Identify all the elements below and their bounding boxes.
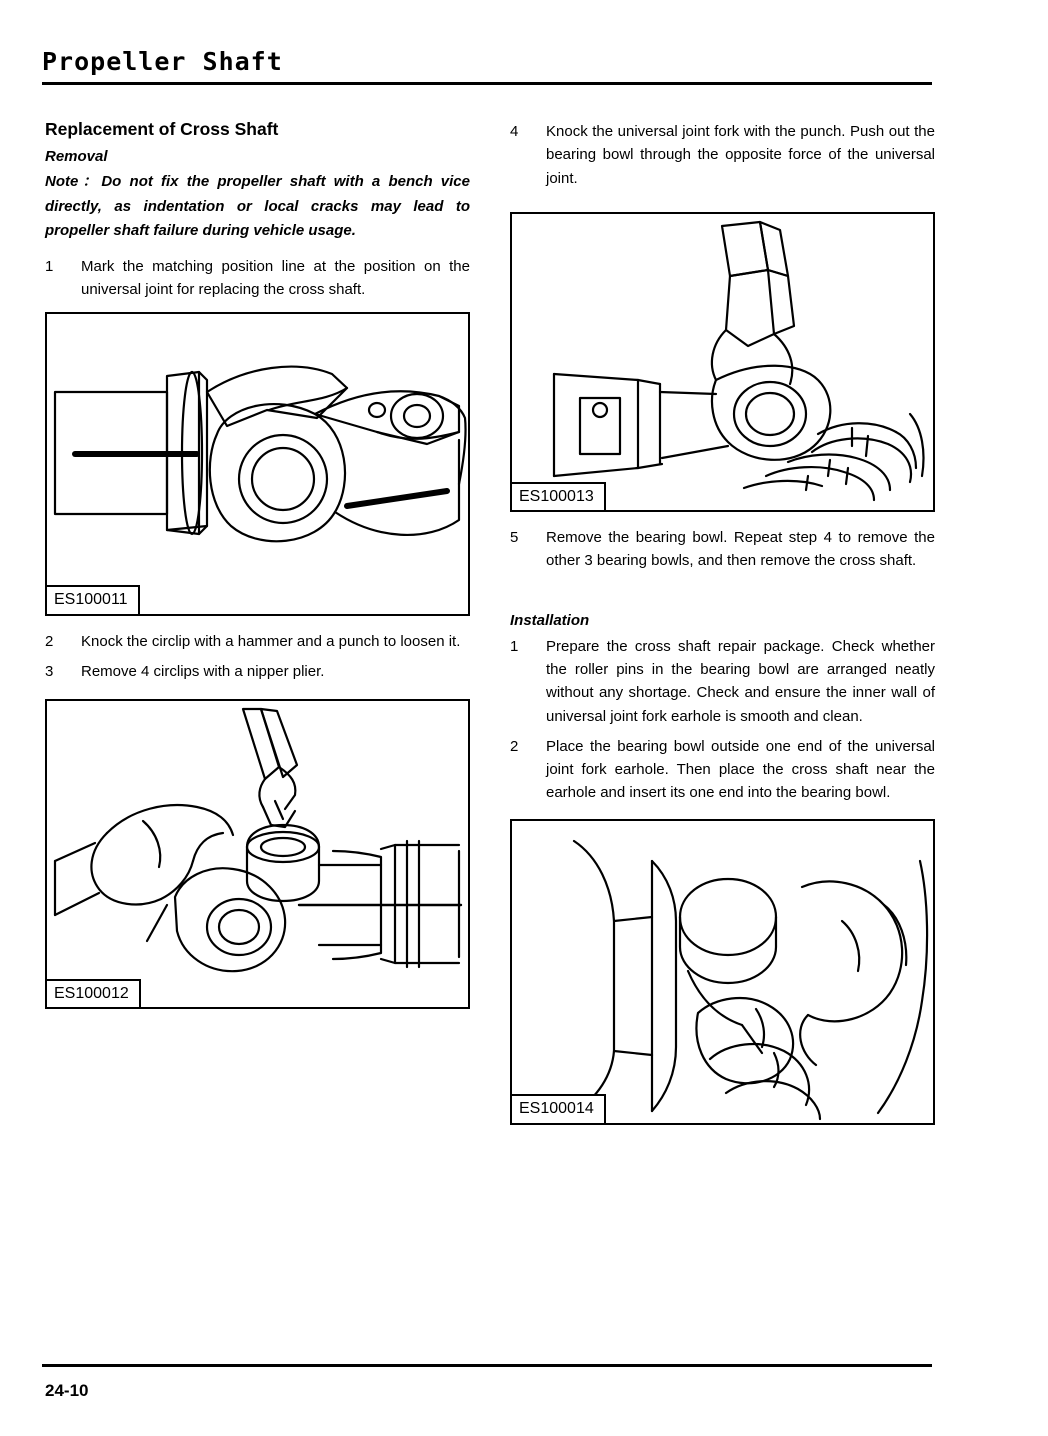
universal-joint-illustration — [47, 314, 468, 612]
step-text: Remove the bearing bowl. Repeat step 4 to remove the other 3 bearing bowls, and then remove the cross shaft. — [546, 528, 935, 569]
step-number: 2 — [510, 737, 519, 755]
step-text: Mark the matching position line at the position on the universal joint for replacing the cross shaft. — [81, 258, 470, 299]
step-item — [510, 120, 935, 190]
step-number: 5 — [510, 528, 519, 546]
right-column — [510, 110, 935, 1139]
left-column — [45, 110, 470, 1023]
step-item — [45, 660, 470, 683]
figure-es100012 — [45, 699, 470, 1009]
figure-caption: ES100013 — [512, 482, 606, 510]
bearing-bowl-placement-illustration — [512, 821, 933, 1121]
section-title: Replacement of Cross Shaft — [45, 119, 279, 139]
step-number: 2 — [45, 632, 54, 650]
step-text: Knock the circlip with a hammer and a punch to loosen it. — [81, 632, 461, 650]
page-title: Propeller Shaft — [42, 47, 283, 76]
footer-divider — [42, 1364, 932, 1367]
step-number: 4 — [510, 123, 519, 140]
warning-note: Note：Do not fix the propeller shaft with a bench vice directly, as indentation or local cracks may lead to propeller shaft failure during vehicle usage. — [45, 173, 470, 239]
step-number: 1 — [45, 258, 54, 276]
figure-es100011 — [45, 312, 470, 616]
step-text: Prepare the cross shaft repair package. Check whether the roller pins in the bearing bowl are arranged neatly without any shortage. Check and ensure the inner wall of universal joint fork earhole is smooth and clean. — [546, 637, 935, 725]
step-text: Knock the universal joint fork with the punch. Push out the bearing bowl through the opposite force of the universal joint. — [546, 123, 935, 187]
step-item — [510, 526, 935, 573]
removal-subtitle: Removal — [45, 147, 108, 165]
step-text: Remove 4 circlips with a nipper plier. — [81, 662, 325, 680]
figure-caption: ES100012 — [47, 979, 141, 1007]
step-number: 3 — [45, 662, 54, 680]
step-item — [45, 630, 470, 653]
step-item — [45, 255, 470, 302]
punch-knock-illustration — [512, 214, 933, 508]
installation-subtitle: Installation — [510, 612, 590, 630]
step-item — [510, 635, 935, 728]
step-number: 1 — [510, 637, 519, 655]
figure-es100014 — [510, 819, 935, 1125]
figure-caption: ES100011 — [47, 585, 140, 613]
step-item — [510, 735, 935, 805]
figure-es100013 — [510, 212, 935, 512]
nipper-plier-illustration — [47, 701, 468, 1005]
figure-caption: ES100014 — [512, 1094, 606, 1122]
step-text: Place the bearing bowl outside one end of the universal joint fork earhole. Then place the cross shaft near the earhole and insert its one end into the bearing bowl. — [546, 737, 935, 802]
page-number: 24-10 — [45, 1381, 89, 1400]
page-header — [42, 48, 932, 85]
header-divider — [42, 82, 932, 85]
